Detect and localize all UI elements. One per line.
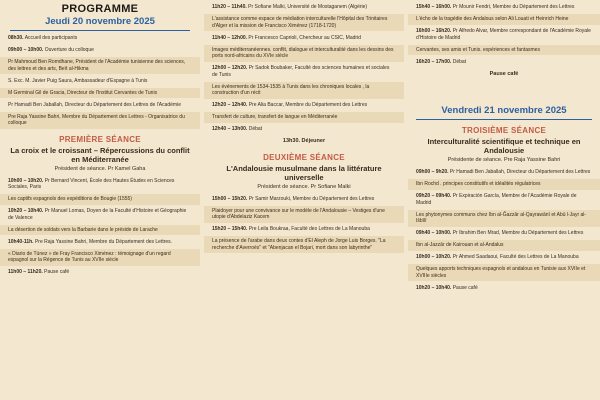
- list-item: 09h00 – 9h20. Pr Hamadi Ben Jaballah, Directeur du Département des Lettres: [416, 169, 591, 175]
- col1-session-list: [0, 176, 200, 278]
- col2-session2-list: [204, 194, 404, 254]
- col1-opening-list: [0, 33, 200, 129]
- list-item: Les événements de 1534-1535 à Tunis dans les chroniques locales , la construction d'un récit: [204, 82, 404, 99]
- list-item: 16h00 – 16h20. Pr Alfredo Alvar, Membre correspondant de l'Académie Royale d'Histoire de Madrid: [416, 28, 591, 41]
- day2-title: Vendredi 21 novembre 2025: [441, 105, 567, 116]
- list-item: 09h20 – 09h40. Pr Expiración García, Membre de l'Académie Royale de Madrid: [416, 193, 577, 206]
- list-item: L'assistance comme espace de médiation interculturelle l'Hôpital des Trinitaires d'Alger et la mission de Francisco Ximénez (1718-1720): [204, 14, 404, 31]
- seance2-subtitle: L'Andalousie musulmane dans la littérature universelle: [226, 163, 382, 182]
- seance3-subtitle: Interculturalité scientifique et technique en Andalousie: [427, 137, 581, 155]
- list-item: Quelques apports techniques espagnols et andalous en Tunisie aux XVIIe et XVIIIe siècles: [408, 264, 600, 281]
- list-item: Plaidoyer pour une convivance sur le modèle de l'Andalousie – Vestiges d'une utopie d'Abdelaziz Kacem: [204, 206, 404, 223]
- list-item: « Diario de Túnez » de Fray Francisco Ximénez : témoignage d'un regard espagnol sur la Régence de Tunis au XVIIe siècle: [0, 249, 200, 266]
- column-day1: [0, 0, 200, 400]
- list-item: 09h00 – 10h00. Ouverture du colloque: [8, 47, 94, 53]
- col3-session2-list: [408, 167, 600, 293]
- list-item: 11h40 – 12h00. Pr Francesco Caprioli, Chercheur au CSIC, Madrid: [212, 34, 361, 41]
- list-item: Cervantes, ses amis et Tunis. expériences et fantasmes: [408, 45, 600, 56]
- list-item: L'écho de la tragédie des Andalous selon Ali Louati et Heinrich Heine: [408, 14, 600, 25]
- programme-title: PROGRAMME: [61, 3, 139, 15]
- seance3-title: TROISIÈME SÉANCE: [461, 126, 547, 135]
- coffee-break: Pause café: [489, 70, 519, 77]
- list-item: 09h40 – 10h00. Pr Ibrahim Ben Mrad, Membre du Département des Lettres: [416, 230, 584, 236]
- column-day1-continued: [204, 0, 404, 400]
- list-item: Pr Hamadi Ben Jaballah, Directeur du Département des Lettres de l'Académie: [8, 101, 181, 108]
- list-item: 10h00 – 10h20. Pr Ahmed Saadaoui, Faculté des Lettres de La Manouba: [416, 254, 579, 260]
- seance1-president: Président de séance. Pr Kamel Gaha: [54, 165, 146, 172]
- list-item: Pre Raja Yassine Bahri, Membre du Département des Lettres - Organisatrice du colloque: [0, 112, 200, 129]
- list-item: 10h20 – 10h40. Pause café: [416, 284, 478, 291]
- day1-title: Jeudi 20 novembre 2025: [45, 16, 155, 27]
- list-item: 16h20 – 17h00. Débat: [416, 58, 467, 65]
- list-item: 12h20 – 12h40. Pre Alia Baccar, Membre du Département des Lettres: [212, 102, 368, 108]
- list-item: Images méditerranéennes. conflit, dialogue et interculturalité dans les dessins des ports nord-africains du XVIe siècle: [204, 45, 404, 62]
- seance2-president: Président de séance. Pr Sofiane Malki: [257, 183, 351, 190]
- divider: [10, 30, 190, 31]
- list-item: La désertion de soldats vers la Barbarie dans le préside de Larache: [0, 225, 200, 236]
- list-item: 15h20 – 15h40. Pre Leila Boukraa, Faculté des Lettres de La Manouba: [212, 226, 370, 232]
- list-item: 10h40-11h. Pre Raja Yassine Bahri, Membre du Département des Lettres.: [8, 238, 173, 245]
- list-item: 11h20 – 11h40. Pr Sofiane Malki, Université de Mostaganem (Algérie): [212, 4, 368, 10]
- seance2-title: DEUXIÈME SÉANCE: [263, 152, 345, 162]
- lunch-break: 13h30. Déjeuner: [282, 138, 326, 144]
- seance1-title: PREMIÈRE SÉANCE: [59, 134, 141, 144]
- list-item: Pr Mahmoud Ben Romdhane, Président de l'Académie tunisienne des sciences, des lettres et des arts, Beït al-Hikma: [0, 57, 200, 74]
- list-item: 15h00 – 15h20. Pr Samir Marzouki, Membre du Département des Lettres: [212, 195, 375, 202]
- list-item: 11h00 – 11h20. Pause café: [8, 269, 70, 275]
- list-item: 12h00 – 12h20. Pr Sadok Boubaker, Faculté des sciences humaines et sociales de Tunis: [212, 65, 390, 78]
- list-item: 12h40 – 13h00. Débat: [212, 126, 263, 132]
- list-item: 08h30. Accueil des participants: [8, 35, 78, 41]
- col2-session-list: [204, 2, 404, 147]
- list-item: M Germinal Gil de Gracia, Directeur de l'Institut Cervantes de Tunis: [0, 88, 200, 99]
- list-item: Les captifs espagnols des expéditions de Bougie (1555): [0, 194, 200, 205]
- list-item: S. Exc. M. Javier Puig Saura, Ambassadeur d'Espagne à Tunis: [8, 77, 148, 84]
- list-item: 10h20 – 10h40. Pr Manuel Lomas, Doyen de la Faculté d'Histoire et Géographie de Valence: [8, 208, 187, 221]
- divider: [416, 119, 592, 120]
- list-item: 15h40 – 16h00. Pr Mounir Fendri, Membre du Département des Lettres: [416, 4, 575, 10]
- seance3-president: Présidente de séance. Pre Raja Yassine Bahri: [447, 157, 561, 163]
- list-item: Les phytonymes communs chez Ibn al-Ǧazzār al-Qayrawānī et Abū l-Jayr al-Išbīlī: [408, 210, 600, 227]
- list-item: La présence de l'arabe dans deux contes d'El Aleph de Jorge Luis Borges. "La recherche d'Averroès" et "Abenjacan el Bojari, mort dans son labyrinthe": [204, 236, 404, 253]
- col3-session-list: [408, 2, 600, 79]
- list-item: 10h00 – 10h20. Pr Bernard Vincent, École des Hautes Études en Sciences Sociales, Paris: [8, 177, 175, 190]
- list-item: Ibn Rochd . principes constitutifs et idéalités régulatrices: [408, 179, 600, 190]
- column-day2: [408, 0, 600, 400]
- list-item: Ibn al-Jazzār de Kairouan et al-Andalus: [408, 240, 600, 251]
- list-item: Transfert de culture, transfert de langue en Méditerranée: [204, 112, 404, 123]
- seance1-subtitle: La croix et le croissant – Répercussions du conflit en Méditerranée: [10, 145, 190, 164]
